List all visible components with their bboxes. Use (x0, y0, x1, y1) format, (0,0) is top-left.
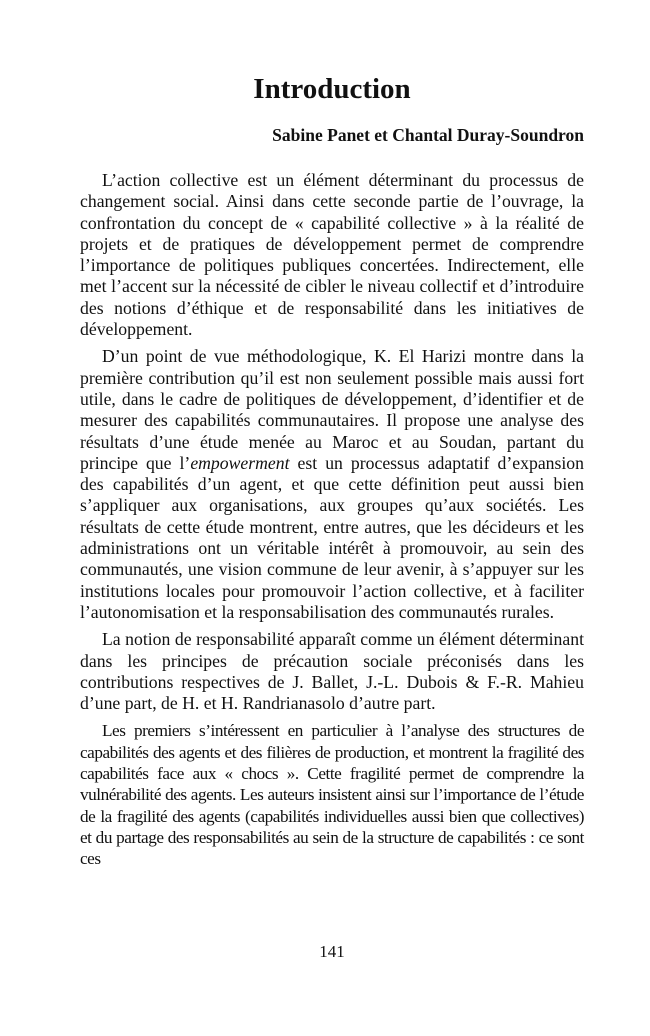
chapter-authors: Sabine Panet et Chantal Duray-Soundron (272, 125, 584, 145)
page-number: 141 (319, 942, 345, 961)
paragraph-1: L’action collective est un élément déterminant du processus de changement social. Ainsi dans cette seconde partie de l’ouvrage, la confrontation du concept de « capabilité collective » à la réalité de projets et de pratiques de développement permet de comprendre l’importance de politiques publiques concertées. Indirectement, elle met l’accent sur la nécessité de cibler le niveau collectif et d’introduire des notions d’éthique et de responsabilité dans les initiatives de développement. (80, 170, 584, 340)
paragraph-3: La notion de responsabilité apparaît comme un élément déterminant dans les principes de précaution sociale préconisés dans les contributions respectives de J. Ballet, J.-L. Dubois & F.-R. Mahieu d’une part, de H. et H. Randrianasolo d’autre part. (80, 629, 584, 714)
chapter-title: Introduction (253, 73, 411, 105)
paragraph-2-text-start: D’un point de vue méthodologique, K. El Harizi montre dans la première contribution qu’il est non seulement possible mais aussi fort utile, dans le cadre de politiques de développement, d’identifier et de mesurer des capabilités communautaires. Il propose une analyse des résultats d’une étude menée au Maroc et au Soudan, partant du principe que l’ (80, 346, 584, 473)
paragraph-2-emphasis: empowerment (190, 452, 290, 473)
paragraph-2-text-end: est un processus adaptatif d’expansion des capabilités d’un agent, et que cette définition peut aussi bien s’appliquer aux organisations, aux groupes qu’aux sociétés. Les résultats de cette étude montrent, entre autres, que les décideurs et les administrations ont un véritable intérêt à promouvoir, au sein des communautés, une vision commune de leur avenir, à s’appuyer sur les institutions locales pour promouvoir l’action collective, et à faciliter l’autonomisation et la responsabilisation des communautés rurales. (80, 452, 584, 622)
paragraph-2 (80, 346, 584, 623)
paragraph-4: Les premiers s’intéressent en particulier à l’analyse des structures de capabilités des agents et des filières de production, et montrent la fragilité des capabilités face aux « chocs ». Cette fragilité permet de comprendre la vulnérabilité des agents. Les auteurs insistent ainsi sur l’importance de l’étude de la fragilité des agents (capabilités individuelles aussi bien que collectives) et du partage des responsabilités au sein de la structure de capabilités : ce sont ces (80, 721, 584, 869)
chapter-body (80, 170, 584, 876)
